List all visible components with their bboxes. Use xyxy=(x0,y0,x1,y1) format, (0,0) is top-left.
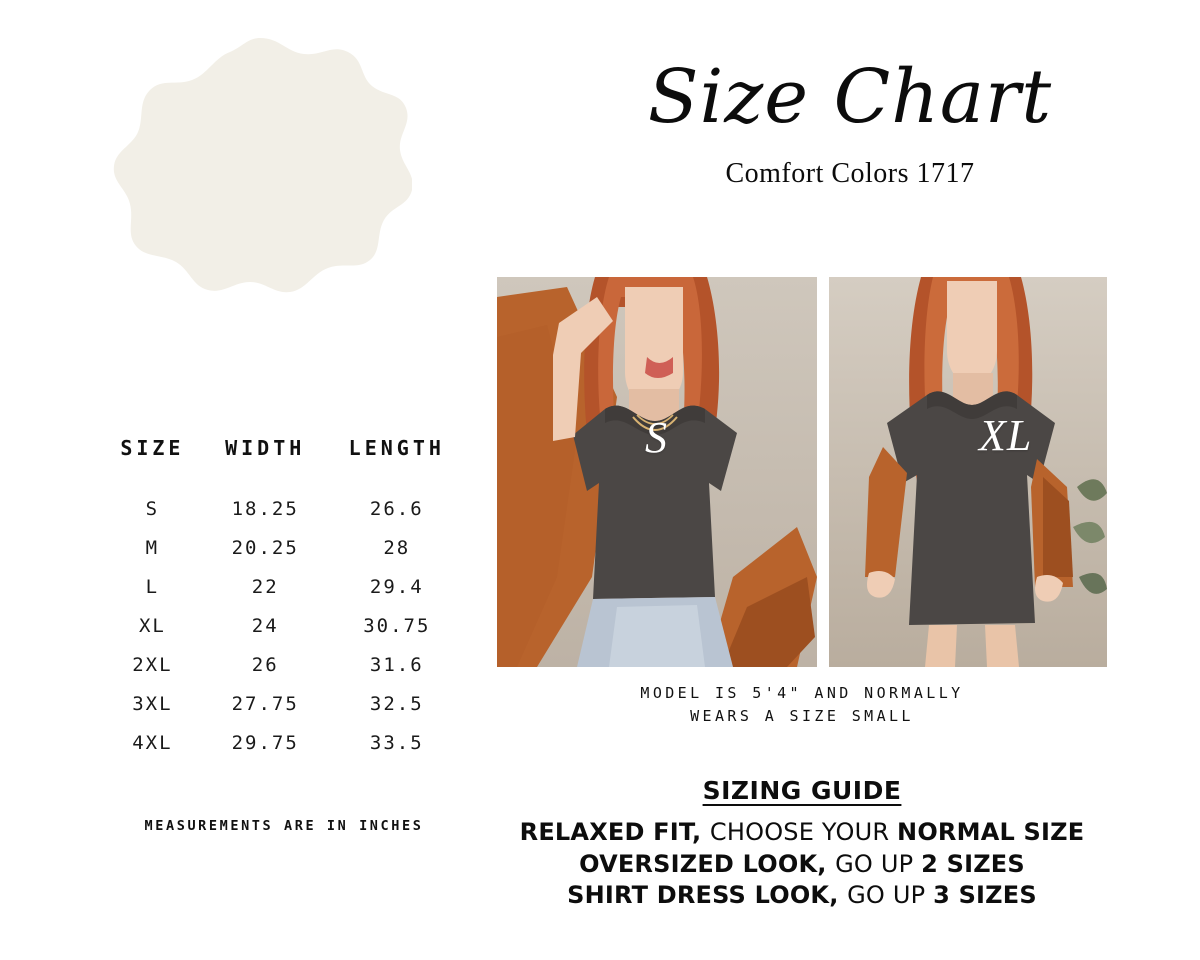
cell-size: L xyxy=(145,576,160,598)
column-header-length: LENGTH xyxy=(348,436,445,460)
cell-length: 33.5 xyxy=(369,732,424,754)
cell-size: S xyxy=(145,498,160,520)
table-row xyxy=(96,529,472,568)
model-caption xyxy=(497,682,1107,729)
cell-size: 3XL xyxy=(132,693,173,715)
table-row xyxy=(96,490,472,529)
cell-width: 26 xyxy=(251,654,279,676)
guide-line-1-emphasis: NORMAL SIZE xyxy=(897,818,1085,846)
page-title-block xyxy=(640,54,1060,190)
guide-line-2-mid: GO UP xyxy=(835,849,922,878)
cell-width: 18.25 xyxy=(231,498,299,520)
cell-width: 27.75 xyxy=(231,693,299,715)
model-caption-line-1: MODEL IS 5'4" AND NORMALLY xyxy=(640,684,964,702)
size-table xyxy=(96,436,472,763)
table-row xyxy=(96,685,472,724)
page-title: Size Chart xyxy=(647,54,1053,140)
photo-model-size-xl xyxy=(829,277,1107,667)
table-row xyxy=(96,646,472,685)
cell-size: 2XL xyxy=(132,654,173,676)
table-row xyxy=(96,607,472,646)
guide-line-1-mid: CHOOSE YOUR xyxy=(709,818,898,846)
cell-width: 22 xyxy=(251,576,279,598)
cell-size: M xyxy=(145,537,160,559)
guide-line-3-mid: GO UP xyxy=(847,881,934,910)
table-row xyxy=(96,724,472,763)
scalloped-blob-decoration xyxy=(108,36,412,338)
cell-length: 28 xyxy=(383,537,411,559)
sizing-guide-line-2 xyxy=(497,849,1107,881)
guide-line-3-lead: SHIRT DRESS LOOK, xyxy=(567,881,848,910)
cell-length: 30.75 xyxy=(363,615,431,637)
guide-line-3-emphasis: 3 SIZES xyxy=(933,881,1037,910)
cell-length: 32.5 xyxy=(369,693,424,715)
cell-width: 24 xyxy=(251,615,279,637)
cell-size: 4XL xyxy=(132,732,173,754)
sizing-guide-line-1 xyxy=(497,817,1107,849)
sizing-guide-line-3 xyxy=(497,880,1107,912)
model-caption-line-2: WEARS A SIZE SMALL xyxy=(690,707,914,726)
guide-line-2-emphasis: 2 SIZES xyxy=(921,849,1025,878)
column-header-width: WIDTH xyxy=(225,436,306,460)
guide-line-1-lead: RELAXED FIT, xyxy=(519,818,710,846)
sizing-guide-title: SIZING GUIDE xyxy=(702,776,902,805)
cell-width: 29.75 xyxy=(231,732,299,754)
tee-size-label-xl: XL xyxy=(979,411,1033,460)
model-photos xyxy=(497,277,1107,667)
cell-length: 31.6 xyxy=(369,654,424,676)
page-subtitle: Comfort Colors 1717 xyxy=(725,158,975,190)
column-header-size: SIZE xyxy=(120,436,185,460)
table-header-row xyxy=(96,436,472,490)
sizing-guide-block xyxy=(497,776,1107,912)
size-table-block xyxy=(96,436,472,763)
photo-model-size-small xyxy=(497,277,817,667)
guide-line-2-lead: OVERSIZED LOOK, xyxy=(579,849,836,878)
cell-size: XL xyxy=(138,615,166,637)
cell-length: 29.4 xyxy=(369,576,424,598)
cell-length: 26.6 xyxy=(369,498,424,520)
table-row xyxy=(96,568,472,607)
measurements-note: MEASUREMENTS ARE IN INCHES xyxy=(144,818,424,834)
tee-size-label-small: S xyxy=(645,413,668,462)
cell-width: 20.25 xyxy=(231,537,299,559)
